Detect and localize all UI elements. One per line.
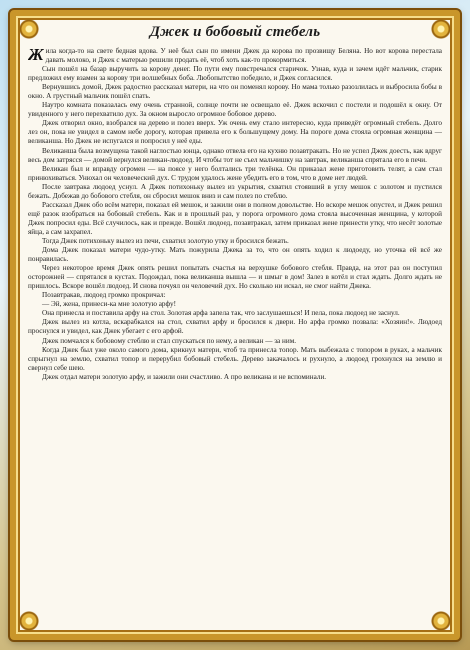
story-text xyxy=(28,47,442,382)
story-paragraph: Джек отдал матери золотую арфу, и зажили они счастливо. А про великана и не вспоминали. xyxy=(42,372,327,381)
story-paragraph: Джек помчался к бобовому стеблю и стал спускаться по нему, а великан — за ним. xyxy=(42,336,297,345)
story-paragraph: Наутро комната показалась ему очень странной, солнце почти не освещало её. Джек вскочил с постели и подошёл к окну. От увиденного у него перехватило дух. За окном выросло огромное бобовое дерево. xyxy=(28,101,442,119)
paragraph-text: ила когда-то на свете бедная вдова. У неё был сын по имени Джек да корова по прозвищу Беляна. Но вот корова перестала давать молоко, и Джек с матерью решили продать её, чтоб хоть как-то прокормиться. xyxy=(45,47,442,65)
story-paragraph: Великанша была возмущена такой наглостью юнца, однако отвела его на кухню позавтракать. Но не успел Джек доесть, как вдруг весь дом затрясся — домой вернулся великан-людоед. И чтобы тот не съел мальчишку на завтрак, великанша спрятала его в печи. xyxy=(28,146,442,164)
story-paragraph: Тогда Джек потихоньку вылез из печи, схватил золотую утку и бросился бежать. xyxy=(42,236,289,245)
story-paragraph: — Эй, жена, принеси-ка мне золотую арфу! xyxy=(42,300,176,309)
story-paragraph: После завтрака людоед уснул. А Джек потихоньку вылез из укрытия, схватил стоявший в углу мешок с золотом и пустился бежать. Добежав до бобового стебля, он сбросил мешок вниз и сам полез по стеблю. xyxy=(28,182,442,200)
story-paragraph: Великан был и вправду огромен — на поясе у него болтались три телёнка. Он приказал жене приготовить телят, а сам стал принюхиваться. Унюхал он человеческий дух. С трудом удалось жене убедить его в том, что в доме нет людей. xyxy=(28,164,442,182)
story-paragraph: Вернувшись домой, Джек радостно рассказал матери, на что он поменял корову. Но мама только разозлилась и выбросила бобы в окно. А грустный мальчик пошёл спать. xyxy=(28,83,442,101)
story-title: Джек и бобовый стебель xyxy=(149,24,321,40)
story-content xyxy=(28,24,442,624)
story-paragraph: Дома Джек показал матери чудо-утку. Мать пожурила Джека за то, что он опять ходил к людоеду, но уточка ей всё же понравилась. xyxy=(28,246,442,264)
story-paragraph: Когда Джек был уже около самого дома, крикнул матери, чтоб та принесла топор. Мать выбежала с топором в руках, а мальчик спрыгнул на землю, схватил топор и перерубил бобовый стебель. Дерево закачалось и рухнуло, а людоед грохнулся на землю и свернул себе шею. xyxy=(28,345,442,372)
drop-cap: Ж xyxy=(28,45,44,64)
story-paragraph: Позавтракав, людоед громко прокричал: xyxy=(42,291,166,300)
story-paragraph xyxy=(28,47,442,65)
story-paragraph: Джек отворил окно, взобрался на дерево и полез вверх. Уж очень ему стало интересно, куда приведёт огромный стебель. Долго лез он, пока не увидел в самом небе дорогу, которая привела его к большущему дому. На пороге дома стояла огромная женщина — великанша. Но Джек не испугался и попросил у неё еды. xyxy=(28,119,442,146)
story-paragraph: Она принесла и поставила арфу на стол. Золотая арфа запела так, что заслушаешься! И пела, пока людоед не заснул. xyxy=(42,309,400,318)
story-paragraph: Сын пошёл на базар выручить за корову денег. По пути ему повстречался старичок. Узнав, куда и зачем идёт мальчик, старик предложил ему взамен за корову три волшебных боба. Любопытство победило, и Джек согласился. xyxy=(28,65,442,83)
story-paragraph: Рассказал Джек обо всём матери, показал ей мешок, и зажили они в полном довольстве. Но вскоре мешок опустел, и Джек решил ещё разок взобраться на бобовый стебель. Как и в прошлый раз, у порога огромного дома стояла высоченная женщина, у которой Джек попросил еды. Всё случилось, как и прежде. Вошёл людоед, позавтракал, затем приказал жене принести утку, что несёт золотые яйца, а сам захрапел. xyxy=(28,200,442,236)
story-paragraph: Через некоторое время Джек опять решил попытать счастья на верхушке бобового стебля. Правда, на этот раз он поступил осторожней — спрятался в кустах. Подождал, пока великанша вышла — и шмыг в дом! Залез в котёл и стал ждать. Долго ждать не пришлось. Вскоре вошёл людоед. И снова почуял он человечий дух. Но сколько ни искал, не смог найти Джека. xyxy=(28,264,442,291)
story-paragraph: Джек вылез из котла, вскарабкался на стол, схватил арфу и бросился к двери. Но арфа громко позвала: «Хозяин!». Людоед проснулся и увидел, как Джек убегает с его арфой. xyxy=(28,318,442,336)
